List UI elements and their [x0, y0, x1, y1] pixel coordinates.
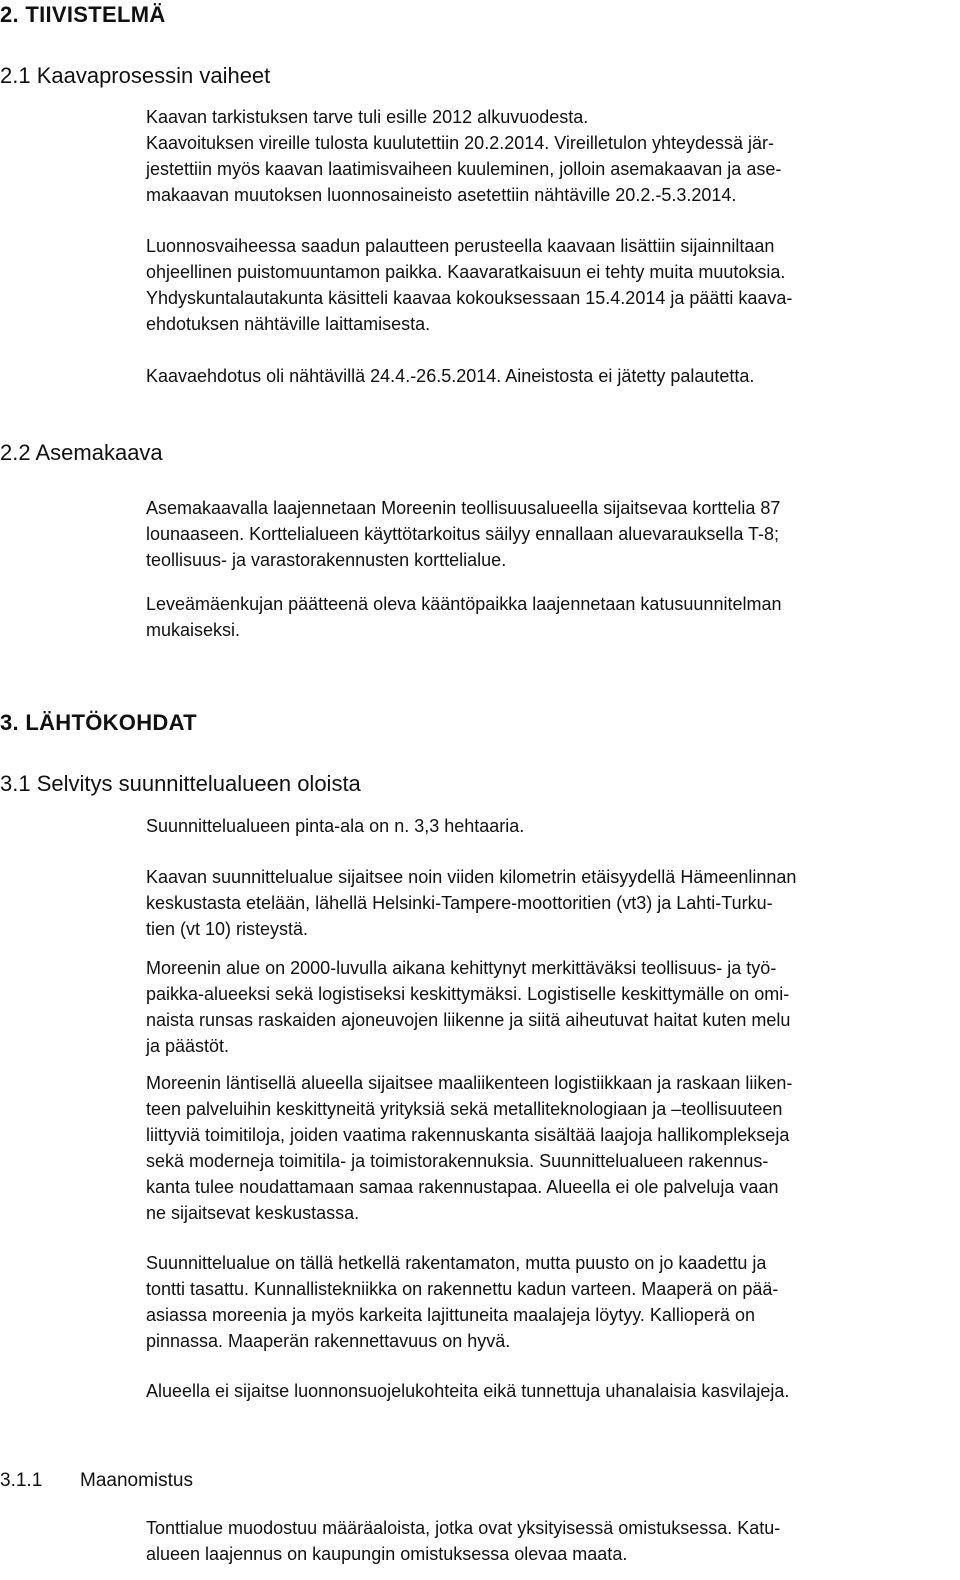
heading-3-1-1-number: 3.1.1 [0, 1470, 43, 1491]
paragraph-2-2-2: Leveämäenkujan päätteenä oleva kääntöpaikka laajennetaan katusuunnitelman mukaiseksi. [146, 594, 782, 640]
paragraph-2-1-3: Kaavaehdotus oli nähtävillä 24.4.-26.5.2014. Aineistosta ei jätetty palautetta. [146, 366, 755, 386]
heading-2-tiivistelma: 2. TIIVISTELMÄ [0, 2, 166, 27]
paragraph-3-1-1: Suunnittelualueen pinta-ala on n. 3,3 hehtaaria. [146, 816, 525, 836]
heading-3-1-1-title: Maanomistus [80, 1470, 193, 1491]
paragraph-3-1-5: Suunnittelualue on tällä hetkellä rakentamaton, mutta puusto on jo kaadettu ja tontti tasattu. Kunnallistekniikka on rakennettu kadun varteen. Maaperä on pää- asiassa moreenia ja myös karkeita lajittuneita maalajeja löytyy. Kallioperä on pinnassa. Maaperän rakennettavuus on hyvä. [146, 1253, 779, 1351]
paragraph-2-1-2: Luonnosvaiheessa saadun palautteen perusteella kaavaan lisättiin sijainniltaan ohjeellinen puistomuuntamon paikka. Kaavaratkaisuun ei tehty muita muutoksia. Yhdyskuntalautakunta käsitteli kaavaa kokouksessaan 15.4.2014 ja päätti kaava- ehdotuksen nähtäville laittamisesta. [146, 236, 793, 334]
paragraph-2-2-1: Asemakaavalla laajennetaan Moreenin teollisuusalueella sijaitsevaa korttelia 87 lounaaseen. Korttelialueen käyttötarkoitus säilyy ennallaan aluevarauksella T-8; teollisuus- ja varastorakennusten korttelialue. [146, 498, 781, 570]
heading-3-1-selvitys: 3.1 Selvitys suunnittelualueen oloista [0, 771, 361, 796]
heading-3-1-1-maanomistus [0, 1470, 193, 1492]
heading-2-2-asemakaava: 2.2 Asemakaava [0, 440, 163, 465]
paragraph-3-1-6: Alueella ei sijaitse luonnonsuojelukohteita eikä tunnettuja uhanalaisia kasvilajeja. [146, 1381, 790, 1401]
heading-2-1-kaavaprosessin-vaiheet: 2.1 Kaavaprosessin vaiheet [0, 63, 271, 88]
paragraph-3-1-2: Kaavan suunnittelualue sijaitsee noin viiden kilometrin etäisyydellä Hämeenlinnan keskustasta etelään, lähellä Helsinki-Tampere-moottoritien (vt3) ja Lahti-Turku- tien (vt 10) risteystä. [146, 867, 797, 939]
paragraph-3-1-3: Moreenin alue on 2000-luvulla aikana kehittynyt merkittäväksi teollisuus- ja työ- paikka-alueeksi sekä logistiseksi keskittymäksi. Logistiselle keskittymälle on omi- naista runsas raskaiden ajoneuvojen liikenne ja siitä aiheutuvat haitat kuten melu ja päästöt. [146, 958, 791, 1056]
paragraph-2-1-1: Kaavan tarkistuksen tarve tuli esille 2012 alkuvuodesta. Kaavoituksen vireille tulosta kuulutettiin 20.2.2014. Vireilletulon yhteydessä jär- jestettiin myös kaavan laatimisvaiheen kuuleminen, jolloin asemakaavan ja ase- makaavan muutoksen luonnosaineisto asetettiin nähtäville 20.2.-5.3.2014. [146, 107, 782, 205]
heading-3-lahtokohdat: 3. LÄHTÖKOHDAT [0, 710, 197, 735]
paragraph-3-1-1-1: Tonttialue muodostuu määräaloista, jotka ovat yksityisessä omistuksessa. Katu- alueen laajennus on kaupungin omistuksessa olevaa maata. [146, 1518, 781, 1564]
paragraph-3-1-4: Moreenin läntisellä alueella sijaitsee maaliikenteen logistiikkaan ja raskaan liiken- teen palveluihin keskittyneitä yrityksiä sekä metalliteknologiaan ja –teollisuuteen liittyviä toimitiloja, joiden vaatima rakennuskanta sisältää laajoja hallikomplekseja sekä moderneja toimitila- ja toimistorakennuksia. Suunnittelualueen rakennus- kanta tulee noudattamaan samaa rakennustapaa. Alueella ei ole palveluja vaan ne sijaitsevat keskustassa. [146, 1073, 793, 1223]
